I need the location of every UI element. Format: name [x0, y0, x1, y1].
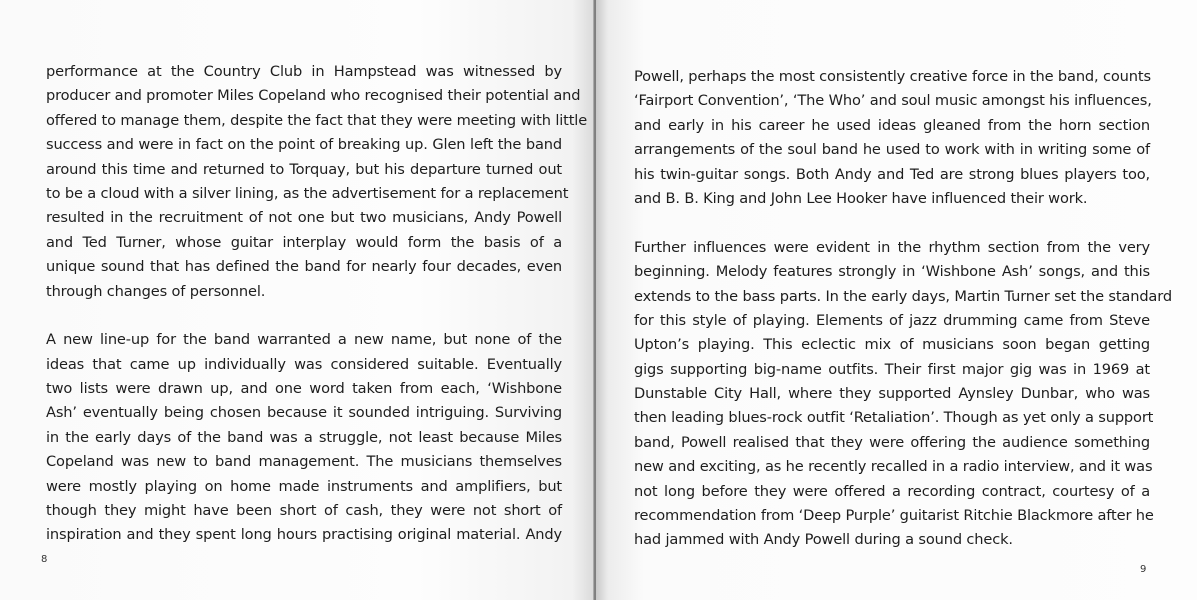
- text-line: extends to the bass parts. In the early days, Martin Turner set the standard: [634, 287, 1172, 305]
- page-number-right: 9: [1140, 564, 1147, 575]
- text-line: though they might have been short of cash, they were not short of: [46, 502, 562, 520]
- text-line: ‘Fairport Convention’, ‘The Who’ and soul music amongst his influences,: [634, 92, 1152, 110]
- text-line: his twin-guitar songs. Both Andy and Ted are strong blues players too,: [634, 165, 1150, 183]
- text-line: gigs supporting big-name outfits. Their first major gig was in 1969 at: [634, 360, 1150, 378]
- text-line: A new line-up for the band warranted a new name, but none of the: [46, 331, 562, 349]
- text-line: and B. B. King and John Lee Hooker have influenced their work.: [634, 189, 1088, 207]
- text-line: to be a cloud with a silver lining, as the advertisement for a replacement: [46, 184, 569, 202]
- text-line: through changes of personnel.: [46, 282, 266, 300]
- page-number-left: 8: [41, 554, 48, 565]
- text-line: around this time and returned to Torquay, but his departure turned out: [46, 160, 562, 178]
- text-line: ideas that came up individually was considered suitable. Eventually: [46, 355, 562, 373]
- paragraph-spacer: [46, 304, 562, 328]
- text-line: two lists were drawn up, and one word taken from each, ‘Wishbone: [46, 380, 562, 398]
- text-line: resulted in the recruitment of not one but two musicians, Andy Powell: [46, 209, 562, 227]
- text-line: not long before they were offered a recording contract, courtesy of a: [634, 482, 1150, 500]
- text-line: Ash’ eventually being chosen because it sounded intriguing. Surviving: [46, 404, 562, 422]
- text-line: had jammed with Andy Powell during a sound check.: [634, 531, 1013, 549]
- text-line: Powell, perhaps the most consistently creative force in the band, counts: [634, 68, 1151, 85]
- text-line: in the early days of the band was a struggle, not least because Miles: [46, 428, 562, 446]
- text-line: recommendation from ‘Deep Purple’ guitarist Ritchie Blackmore after he: [634, 507, 1154, 525]
- text-line: and early in his career he used ideas gleaned from the horn section: [634, 116, 1150, 134]
- paragraph-spacer: [634, 211, 1150, 235]
- right-page: [596, 0, 1197, 600]
- right-page-text: [634, 65, 1172, 553]
- text-line: inspiration and they spent long hours practising original material. Andy: [46, 526, 562, 544]
- text-line: Dunstable City Hall, where they supported Aynsley Dunbar, who was: [634, 385, 1150, 403]
- text-line: band, Powell realised that they were offering the audience something: [634, 433, 1150, 451]
- left-page-text: [46, 60, 588, 548]
- text-line: and Ted Turner, whose guitar interplay would form the basis of a: [46, 233, 562, 251]
- text-line: new and exciting, as he recently recalled in a radio interview, and it was: [634, 458, 1153, 476]
- text-line: then leading blues-rock outfit ‘Retaliation’. Though as yet only a support: [634, 409, 1154, 427]
- left-page: [0, 0, 596, 600]
- text-line: Further influences were evident in the rhythm section from the very: [634, 238, 1150, 256]
- text-line: arrangements of the soul band he used to work with in writing some of: [634, 141, 1150, 159]
- text-line: beginning. Melody features strongly in ‘Wishbone Ash’ songs, and this: [634, 263, 1150, 281]
- text-line: unique sound that has defined the band for nearly four decades, even: [46, 258, 562, 276]
- text-line: success and were in fact on the point of breaking up. Glen left the band: [46, 136, 562, 154]
- text-line: performance at the Country Club in Hampstead was witnessed by: [46, 63, 562, 80]
- text-line: for this style of playing. Elements of jazz drumming came from Steve: [634, 311, 1150, 329]
- left-paragraph-2: [46, 328, 562, 548]
- text-line: producer and promoter Miles Copeland who recognised their potential and: [46, 87, 581, 105]
- left-paragraph-1: [46, 60, 588, 304]
- right-paragraph-2: [634, 236, 1172, 553]
- text-line: Upton’s playing. This eclectic mix of musicians soon began getting: [634, 336, 1150, 354]
- text-line: Copeland was new to band management. The musicians themselves: [46, 453, 562, 471]
- text-line: offered to manage them, despite the fact that they were meeting with little: [46, 111, 588, 129]
- text-line: were mostly playing on home made instruments and amplifiers, but: [46, 477, 562, 495]
- right-paragraph-1: [634, 65, 1150, 211]
